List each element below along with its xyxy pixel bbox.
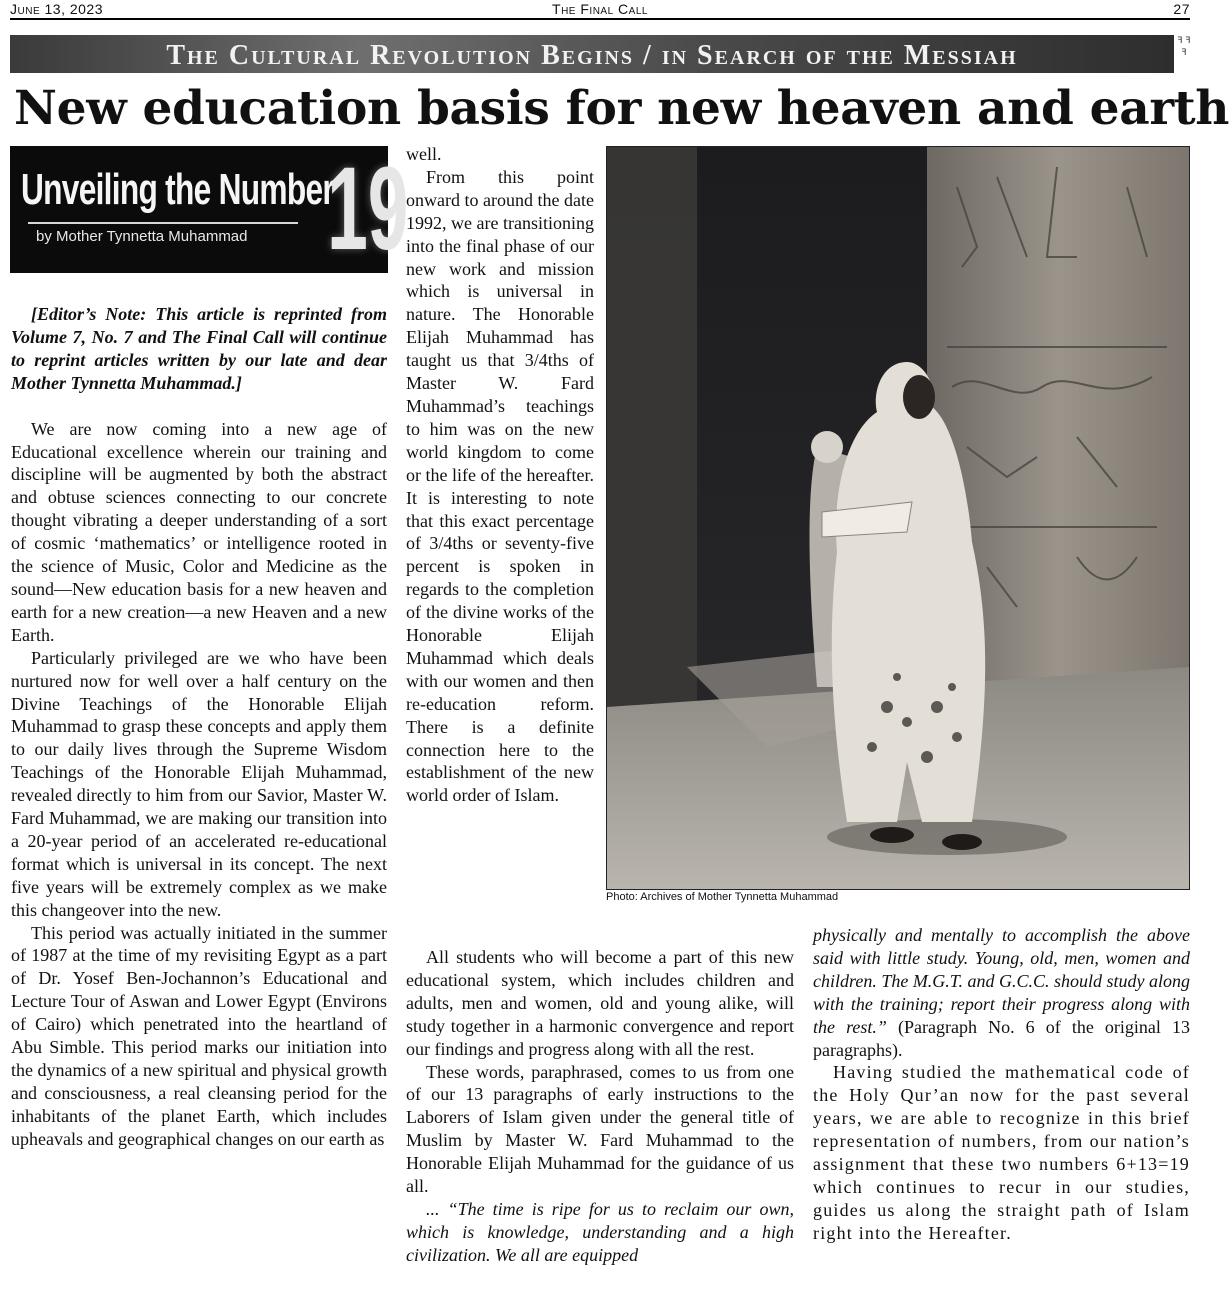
quote-continuation: [813, 924, 1190, 1061]
section-banner-title: The Cultural Revolution Begins / in Search of the Messiah: [166, 40, 1018, 71]
issue-date: June 13, 2023: [10, 1, 103, 17]
logo-title: Unveiling the Number: [21, 165, 334, 214]
banner-ornament: ꟻ ꟻ ꟻ: [1177, 36, 1191, 58]
photo-caption: Photo: Archives of Mother Tynnetta Muhammad: [606, 891, 839, 903]
paragraph: These words, paraphrased, comes to us from one of our 13 paragraphs of early instructions to the Laborers of Islam given under the general title of Muslim by Master W. Fard Muhammad to the Honorable Elijah Muhammad for the guidance of us all.: [406, 1061, 794, 1197]
page-number: 27: [1173, 1, 1190, 17]
logo-divider: [28, 222, 298, 224]
article-column-3: [813, 924, 1190, 1294]
column-logo: [10, 143, 409, 275]
paragraph: This period was actually initiated in the summer of 1987 at the time of my revisiting Egypt as a part of Dr. Yosef Ben-Jochannon’s Educational and Lecture Tour of Aswan and Lower Egypt (Environs of Cairo) which penetrated into the heartland of Abu Simble. This period marks our initiation into the dynamics of a new spiritual and physical growth and consciousness, a real cleansing period for the inhabitants of the planet Earth, which includes upheavals and geographical changes on our earth as: [11, 922, 387, 1149]
editors-note: [Editor’s Note: This article is reprinted from Volume 7, No. 7 and The Final Call will continue to reprint articles written by our late and dear Mother Tynnetta Muhammad.]: [11, 304, 387, 393]
article-column-1: [11, 303, 387, 1295]
publication-name: The Final Call: [552, 1, 648, 17]
quote-end: physically and mentally to accomplish the above said with little study. Young, old, men, women and children. The M.G.T. and G.C.C. should study along with the training; report their progress along with the rest.”: [813, 925, 1190, 1037]
section-banner: [10, 35, 1174, 73]
paragraph-quote: ... “The time is ripe for us to reclaim our own, which is knowledge, understanding and a high civilization. We all are equipped: [406, 1198, 794, 1265]
quote-reference: (Paragraph No. 6 of the original 13 paragraphs).: [813, 1016, 1190, 1060]
paragraph: Having studied the mathematical code of the Holy Qur’an now for the past several years, we are able to recognize in this brief representation of numbers, from our nation’s assignment that these two numbers 6+13=19 which continues to recur in our studies, guides us along the straight path of Islam right into the Hereafter.: [813, 1062, 1190, 1243]
logo-number: 19: [327, 143, 409, 275]
archival-photo: [606, 146, 1190, 890]
logo-byline: by Mother Tynnetta Muhammad: [36, 228, 248, 245]
header-rule: [10, 18, 1190, 20]
paragraph: We are now coming into a new age of Educational excellence wherein our training and discipline will be augmented by both the abstract and obtuse sciences connecting to our concrete thought vibrating a deeper understanding of a sort of cosmic ‘mathematics’ or intelligence rooted in the science of Music, Color and Medicine as the sound—New education basis for a new heaven and earth for a new creation—a new Heaven and a new Earth.: [11, 418, 387, 645]
paragraph: From this point onward to around the date 1992, we are transitioning into the final phase of our new work and mission which is universal in nature. The Honorable Elijah Muhammad has taught us that 3/4ths of Master W. Fard Muhammad’s teachings to him was on the new world kingdom to come or the life of the hereafter. It is interesting to note that this exact percentage of 3/4ths or seventy-five percent is spoken in regards to the completion of the divine works of the Honorable Elijah Muhammad which deals with our women and then re-education reform. There is a definite connection here to the establishment of the new world order of Islam.: [406, 166, 594, 806]
photo-illustration: [607, 147, 1189, 889]
paragraph: All students who will become a part of this new educational system, which includes children and adults, men and women, old and young alike, will study together in a harmonic convergence and report our findings and progress along with all the rest.: [406, 947, 794, 1059]
paragraph: Particularly privileged are we who have been nurtured now for well over a half century on the Divine Teachings of the Honorable Elijah Muhammad to grasp these concepts and apply them to our daily lives through the Supreme Wisdom Teachings of the Honorable Elijah Muhammad, revealed directly to him from our Savior, Master W. Fard Muhammad, we are making our transition into a 20-year period of an accelerated re-educational format which is universal in its concept. The next five years will be extremely complex as we make this changeover into the new.: [11, 647, 387, 920]
page-title: New education basis for new heaven and earth: [14, 81, 1229, 136]
paragraph-continuation: well.: [406, 144, 442, 164]
article-column-2-lower: [406, 946, 794, 1291]
article-column-2-upper: [406, 143, 594, 943]
